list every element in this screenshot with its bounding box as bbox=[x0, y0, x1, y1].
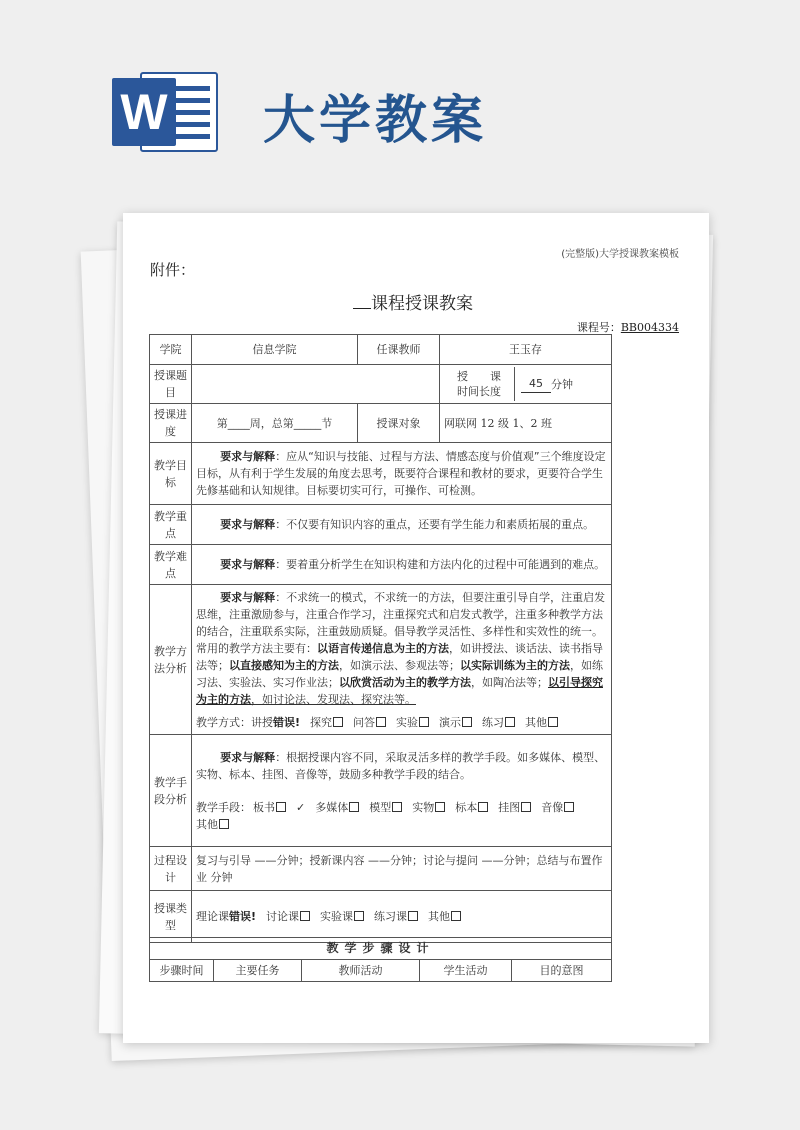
mode-experiment-checkbox[interactable]: 实验 bbox=[396, 714, 429, 731]
hours-value: 45 bbox=[521, 375, 551, 393]
type-lab-checkbox[interactable]: 实验课 bbox=[320, 908, 364, 925]
means-cell bbox=[192, 735, 612, 847]
teacher-label: 任课教师 bbox=[358, 335, 440, 365]
mode-inquiry-checkbox[interactable]: 探究 bbox=[310, 714, 343, 731]
method-cell bbox=[192, 585, 612, 735]
header-note: (完整版)大学授课教案模板 bbox=[561, 249, 679, 260]
type-label: 授课类型 bbox=[150, 891, 192, 943]
row-key bbox=[150, 505, 612, 545]
topic-value bbox=[192, 365, 440, 404]
col-purpose: 目的意图 bbox=[512, 960, 612, 982]
type-theory: 理论课错误! bbox=[196, 910, 257, 923]
hours-label-2: 时间长度 bbox=[457, 385, 501, 398]
goal-label: 教学目标 bbox=[150, 443, 192, 505]
row-difficulty bbox=[150, 545, 612, 585]
row-means bbox=[150, 735, 612, 847]
steps-title: 教学步骤设计 bbox=[150, 938, 612, 960]
hours-unit: 分钟 bbox=[551, 377, 573, 391]
difficulty-text: 要求与解释：要着重分析学生在知识构建和方法内化的过程中可能遇到的难点。 bbox=[192, 545, 612, 585]
means-multimedia-checkbox[interactable]: 多媒体 bbox=[315, 799, 359, 816]
means-chart-checkbox[interactable]: 挂图 bbox=[498, 799, 531, 816]
banner-title: 大学教案 bbox=[263, 90, 488, 151]
document-title: 课程授课教案 bbox=[353, 289, 473, 314]
col-step-time: 步骤时间 bbox=[150, 960, 214, 982]
method-label: 教学方法分析 bbox=[150, 585, 192, 735]
checkmark-icon: ✓ bbox=[296, 800, 306, 814]
lesson-plan-table bbox=[149, 334, 612, 943]
row-method bbox=[150, 585, 612, 735]
means-model-checkbox[interactable]: 模型 bbox=[369, 799, 402, 816]
type-practice-checkbox[interactable]: 练习课 bbox=[374, 908, 418, 925]
attachment-label: 附件： bbox=[150, 261, 196, 279]
college-value: 信息学院 bbox=[192, 335, 358, 365]
steps-header-row bbox=[150, 960, 612, 982]
row-college bbox=[150, 335, 612, 365]
target-label: 授课对象 bbox=[358, 404, 440, 443]
target-value: 网联网 12 级 1、2 班 bbox=[440, 404, 612, 443]
process-text: 复习与引导 ——分钟；授新课内容 ——分钟；讨论与提问 ——分钟；总结与布置作业 分钟 bbox=[192, 847, 612, 891]
mode-other-checkbox[interactable]: 其他 bbox=[525, 714, 558, 731]
progress-value: 第____周，总第_____节 bbox=[192, 404, 358, 443]
col-student-activity: 学生活动 bbox=[420, 960, 512, 982]
type-discussion-checkbox[interactable]: 讨论课 bbox=[266, 908, 310, 925]
progress-label: 授课进度 bbox=[150, 404, 192, 443]
course-number: 课程号：BB004334 bbox=[576, 321, 679, 334]
type-options bbox=[192, 891, 612, 943]
document-page bbox=[123, 213, 709, 1043]
mode-demo-checkbox[interactable]: 演示 bbox=[439, 714, 472, 731]
goal-text: 要求与解释：应从“知识与技能、过程与方法、情感态度与价值观”三个维度设定目标，从有利于学生发展的角度去思考，既要符合课程和教材的要求，更要符合学生先修基础和认知规律。目标要切实可行，可操作、可检测。 bbox=[192, 443, 612, 505]
banner bbox=[0, 0, 800, 210]
teacher-value: 王玉存 bbox=[440, 335, 612, 365]
topic-label: 授课题目 bbox=[150, 365, 192, 404]
mode-qa-checkbox[interactable]: 问答 bbox=[353, 714, 386, 731]
means-text: 要求与解释：根据授课内容不同，采取灵活多样的教学手段。如多媒体、模型、实物、标本、挂图、音像等，鼓励多种教学手段的结合。 bbox=[196, 750, 606, 781]
word-letter: W bbox=[112, 78, 176, 146]
college-label: 学院 bbox=[150, 335, 192, 365]
col-teacher-activity: 教师活动 bbox=[302, 960, 420, 982]
means-av-checkbox[interactable]: 音像 bbox=[541, 799, 574, 816]
steps-table bbox=[149, 937, 612, 982]
hours-label-1: 授 课 bbox=[457, 370, 501, 383]
teaching-mode-label: 教学方式：讲授错误! bbox=[196, 715, 301, 729]
row-topic bbox=[150, 365, 612, 404]
means-other-checkbox[interactable]: 其他 bbox=[196, 816, 229, 833]
mode-practice-checkbox[interactable]: 练习 bbox=[482, 714, 515, 731]
row-goal bbox=[150, 443, 612, 505]
teaching-mode-options bbox=[196, 714, 607, 731]
hours-cell bbox=[440, 365, 612, 404]
means-board-checkbox[interactable]: 板书 bbox=[253, 799, 286, 816]
difficulty-label: 教学难点 bbox=[150, 545, 192, 585]
means-label-text: 教学手段： bbox=[196, 800, 251, 814]
key-text: 要求与解释：不仅要有知识内容的重点，还要有学生能力和素质拓展的重点。 bbox=[192, 505, 612, 545]
method-text: 要求与解释：不求统一的模式，不求统一的方法，但要注重引导自学，注重启发思维，注重激励参与，注重合作学习，注重探究式和启发式教学，注重多种教学方法的结合，注重联系实际，注重鼓励质疑。倡导教学灵活性、多样性和实效性的统一。常用的教学方法主要有：以语言传递信息为主的方法，如讲授法、谈话法、读书指导法等；以直接感知为主的方法，如演示法、参观法等；以实际训练为主的方法，如练习法、实验法、实习作业法；以欣赏活动为主的教学方法，如陶冶法等；以引导探究为主的方法，如讨论法、发现法、探究法等。 bbox=[196, 590, 606, 706]
row-type bbox=[150, 891, 612, 943]
means-object-checkbox[interactable]: 实物 bbox=[412, 799, 445, 816]
process-label: 过程设计 bbox=[150, 847, 192, 891]
col-main-task: 主要任务 bbox=[214, 960, 302, 982]
teaching-means-options bbox=[196, 799, 607, 833]
type-other-checkbox[interactable]: 其他 bbox=[428, 908, 461, 925]
row-progress bbox=[150, 404, 612, 443]
steps-title-row bbox=[150, 938, 612, 960]
means-label: 教学手段分析 bbox=[150, 735, 192, 847]
key-label: 教学重点 bbox=[150, 505, 192, 545]
word-logo-icon bbox=[112, 72, 218, 152]
row-process bbox=[150, 847, 612, 891]
means-specimen-checkbox[interactable]: 标本 bbox=[455, 799, 488, 816]
